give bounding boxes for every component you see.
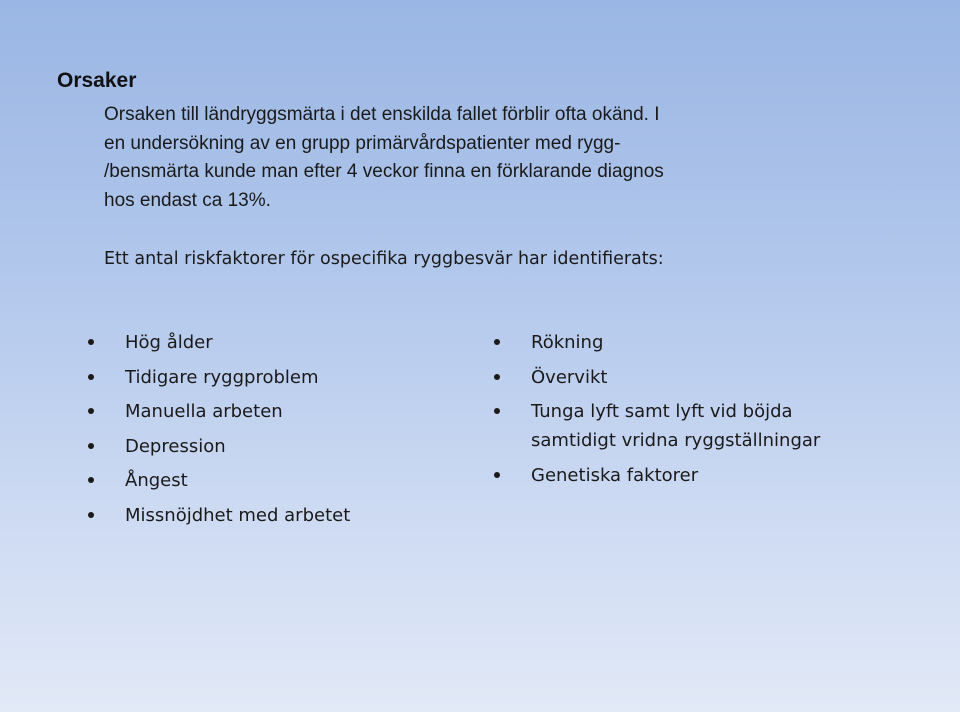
list-item-text: Depression bbox=[125, 435, 226, 457]
list-item-text: Tunga lyft samt lyft vid böjda bbox=[531, 401, 793, 422]
list-item bbox=[494, 328, 934, 357]
bullet-icon bbox=[88, 408, 94, 414]
intro-line: /bensmärta kunde man efter 4 veckor finna en förklarande diagnos bbox=[104, 161, 664, 182]
list-item bbox=[88, 328, 468, 357]
list-item-text: Tidigare ryggproblem bbox=[125, 366, 319, 388]
list-item bbox=[88, 363, 468, 392]
bullet-icon bbox=[88, 443, 94, 449]
bullet-icon bbox=[494, 374, 500, 380]
list-item-text: Rökning bbox=[531, 332, 604, 353]
list-item-text: samtidigt vridna ryggställningar bbox=[531, 430, 821, 451]
list-item-text: Manuella arbeten bbox=[125, 401, 283, 422]
risk-factors-intro: Ett antal riskfaktorer för ospecifika ryggbesvär har identifierats: bbox=[104, 249, 664, 269]
intro-line: hos endast ca 13%. bbox=[104, 189, 271, 211]
list-item bbox=[88, 501, 468, 530]
list-item bbox=[494, 461, 934, 490]
list-item bbox=[88, 397, 468, 426]
intro-line: en undersökning av en grupp primärvårdspatienter med rygg- bbox=[104, 132, 621, 154]
bullet-icon bbox=[494, 472, 500, 478]
list-item bbox=[88, 432, 468, 461]
bullet-icon bbox=[88, 512, 94, 518]
list-item-text: Hög ålder bbox=[125, 332, 213, 353]
bullet-icon bbox=[88, 339, 94, 345]
bullet-icon bbox=[494, 408, 500, 414]
list-item-text: Ångest bbox=[125, 470, 188, 491]
slide-title: Orsaker bbox=[57, 69, 137, 92]
list-item-text: Övervikt bbox=[531, 366, 608, 388]
intro-line: Orsaken till ländryggsmärta i det enskilda fallet förblir ofta okänd. I bbox=[104, 104, 660, 125]
risk-factor-list-right bbox=[494, 328, 934, 495]
bullet-icon bbox=[88, 477, 94, 483]
list-item-text: Genetiska faktorer bbox=[531, 464, 699, 486]
list-item bbox=[88, 466, 468, 495]
list-item-text: Missnöjdhet med arbetet bbox=[125, 504, 351, 526]
risk-factor-list-left bbox=[88, 328, 468, 535]
bullet-icon bbox=[88, 374, 94, 380]
intro-paragraph bbox=[104, 101, 764, 215]
list-item bbox=[494, 363, 934, 392]
bullet-icon bbox=[494, 339, 500, 345]
list-item bbox=[494, 397, 934, 455]
